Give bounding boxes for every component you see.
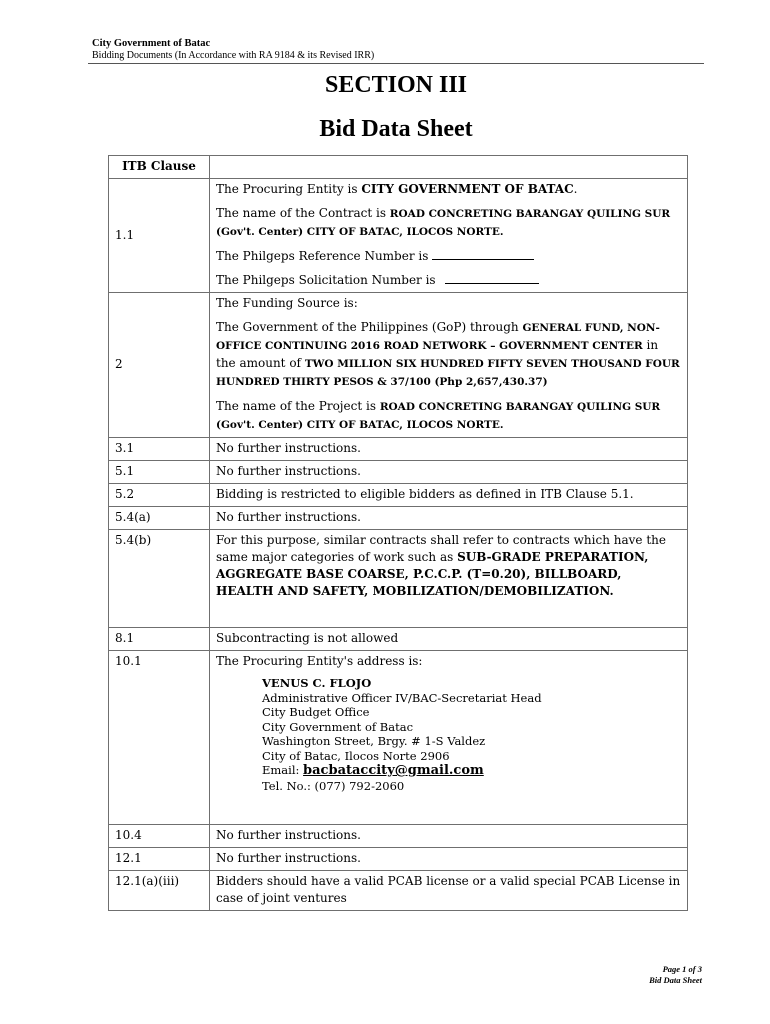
email-label: Email: [262,763,304,777]
project-name: ROAD CONCRETING BARANGAY QUILING SUR (Gov't. Center) CITY OF BATAC, ILOCOS NORTE. [216,401,661,431]
header-subtitle: Bidding Documents (In Accordance with RA 9184 & its Revised IRR) [92,50,375,61]
clause-number: 5.4(a) [109,507,210,530]
contract-name: ROAD CONCRETING BARANGAY QUILING SUR (Gov't. Center) CITY OF BATAC, ILOCOS NORTE. [216,208,671,238]
clause-number: 5.1 [109,461,210,484]
clause-text: No further instructions. [210,825,688,848]
amount: TWO MILLION SIX HUNDRED FIFTY SEVEN THOUSAND FOUR HUNDRED THIRTY PESOS & 37/100 (Php 2,657,430.37) [216,358,680,388]
header-divider [88,63,704,64]
clause-text: No further instructions. [210,461,688,484]
clause-content [210,293,688,438]
procuring-entity: CITY GOVERNMENT OF BATAC [361,182,574,196]
philgeps-solicitation-label: The Philgeps Solicitation Number is [216,273,436,287]
table-row [109,507,688,530]
running-header [92,38,704,62]
clause-text: Subcontracting is not allowed [210,628,688,651]
clause-content [210,651,688,825]
contact-street: Washington Street, Brgy. # 1-S Valdez [262,734,486,748]
funding-source-label: The Funding Source is: [216,296,358,310]
table-row [109,179,688,293]
funding-source: GENERAL FUND, NON-OFFICE CONTINUING 2016 ROAD NETWORK – GOVERNMENT CENTER [216,322,660,352]
footer-label: Bid Data Sheet [649,975,702,985]
col-header-blank [210,156,688,179]
table-row [109,871,688,911]
clause-number: 3.1 [109,438,210,461]
contact-org: City Government of Batac [262,719,414,734]
contact-title: Administrative Officer IV/BAC-Secretariat Head [262,690,542,705]
contact-office: City Budget Office [262,705,370,719]
table-row [109,293,688,438]
clause-text: Bidders should have a valid PCAB license or a valid special PCAB License in case of joint ventures [210,871,688,911]
contact-tel: Tel. No.: (077) 792-2060 [262,778,405,793]
text: The Government of the Philippines (GoP) through [216,320,523,334]
text: For this purpose, similar contracts shall refer to contracts which have the same major categories of work such as [216,533,666,564]
clause-number: 12.1 [109,848,210,871]
text: The name of the Project is [216,399,380,413]
section-label: SECTION III [324,72,468,98]
address-label: The Procuring Entity's address is: [216,654,423,668]
contact-name: VENUS C. FLOJO [262,676,372,690]
clause-number: 8.1 [109,628,210,651]
bid-data-table [108,155,688,911]
clause-number: 5.2 [109,484,210,507]
table-row [109,628,688,651]
table-row [109,438,688,461]
email-link[interactable]: bacbataccity@gmail.com [303,763,484,778]
clause-text: No further instructions. [210,848,688,871]
blank-field [445,273,539,284]
table-row [109,461,688,484]
clause-number: 2 [109,293,210,438]
contact-city: City of Batac, Ilocos Norte 2906 [262,748,450,763]
clause-text: No further instructions. [210,507,688,530]
page-number: Page 1 of 3 [662,964,702,974]
address-block [262,676,681,793]
table-row [109,825,688,848]
clause-content [210,179,688,293]
page-footer [649,964,702,986]
blank-field [432,249,534,260]
clause-text: No further instructions. [210,438,688,461]
text: in the amount of [216,338,659,370]
col-header-itb-clause: ITB Clause [109,156,210,179]
table-row [109,651,688,825]
table-row [109,530,688,628]
clause-number: 10.1 [109,651,210,825]
table-header-row [109,156,688,179]
text: . [573,182,578,196]
contact-email-line [262,763,681,779]
philgeps-ref-label: The Philgeps Reference Number is [216,249,429,263]
section-title: Bid Data Sheet [319,116,473,142]
clause-content [210,530,688,628]
work-categories: SUB-GRADE PREPARATION, AGGREGATE BASE COARSE, P.C.C.P. (T=0.20), BILLBOARD, HEALTH AND SAFETY, MOBILIZATION/DEMOBILIZATION. [216,550,649,598]
clause-number: 12.1(a)(iii) [109,871,210,911]
header-org: City Government of Batac [92,38,211,49]
clause-number: 10.4 [109,825,210,848]
text: The Procuring Entity is [216,182,362,196]
table-row [109,484,688,507]
clause-number: 1.1 [109,179,210,293]
clause-text: Bidding is restricted to eligible bidders as defined in ITB Clause 5.1. [210,484,688,507]
clause-number: 5.4(b) [109,530,210,628]
text: The name of the Contract is [216,206,390,220]
table-row [109,848,688,871]
